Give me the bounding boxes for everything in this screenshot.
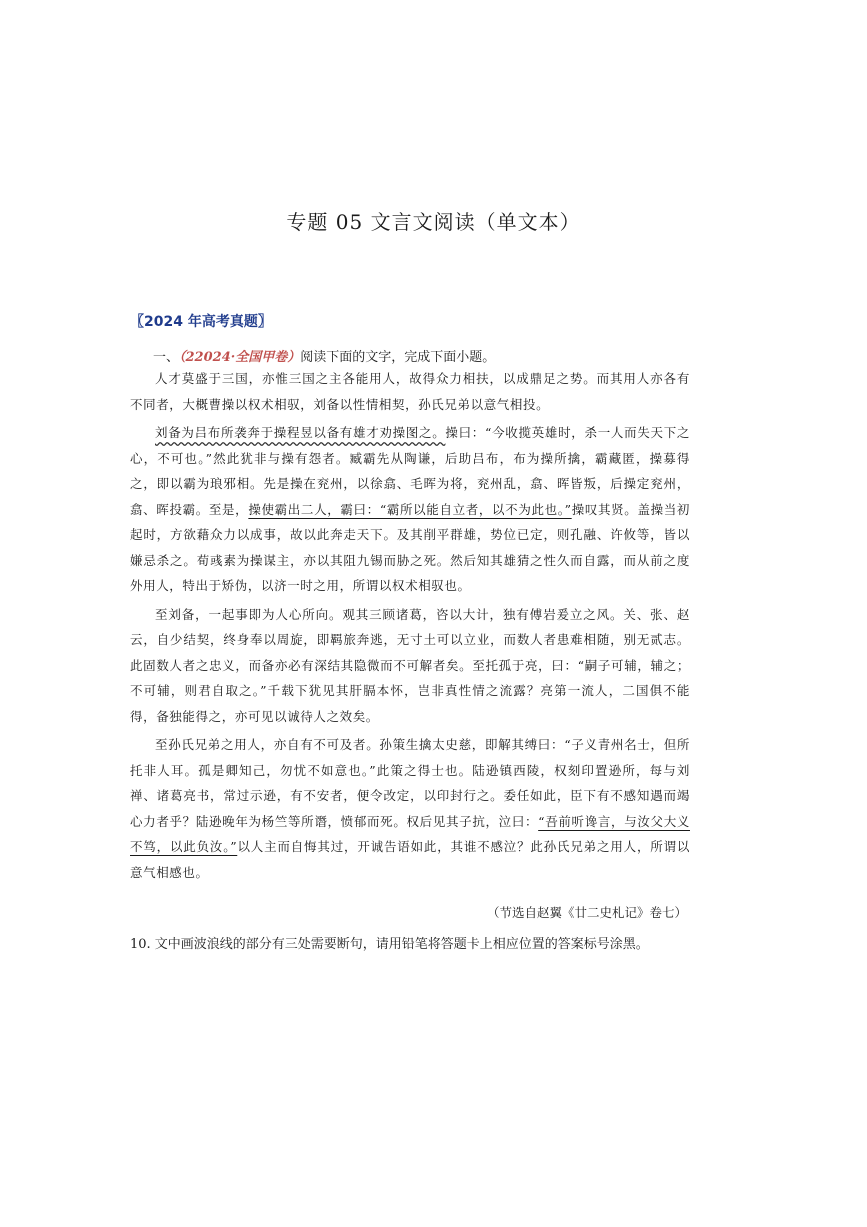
source-note: （节选自赵翼《廿二史札记》卷七） (486, 905, 687, 920)
section-heading: 〖2024 年高考真题〗 (130, 314, 272, 330)
intro-text: 阅读下面的文字，完成下面小题。 (300, 350, 496, 365)
paragraph-2-text-a: 操曰：“今收揽英雄时，杀一人而失天下之心，不可也。”然此犹非与操有怨者。臧霸先从陶谦，后助吕布，布为操所擒，霸藏匿，操募得之，即以霸为琅邪相。先是操在兖州，以徐翕、毛晖为将，兖州乱，翕、晖皆叛，后操定兖州，翕、晖投霸。至是， (130, 425, 690, 517)
paragraph-4-text-b: 以人主而自悔其过，开诚告语如此，其谁不感泣？此孙氏兄弟之用人，所谓以意气相感也。 (130, 839, 690, 880)
exam-source: （22024·全国甲卷） (179, 350, 301, 365)
page-title: 专题 05 文言文阅读（单文本） (286, 210, 581, 234)
paragraph-4-text-a: 至孙氏兄弟之用人，亦自有不可及者。孙策生擒太史慈，即解其缚曰：“子义青州名士，但所托非人耳。孤是卿知己，勿忧不如意也。”此策之得士也。陆逊镇西陵，权刻印置逊所，每与刘禅、诸葛亮书，常过示逊，有不安者，便令改定，以印封行之。委任如此，臣下有不感知遇而竭心力者乎？陆逊晚年为杨竺等所谮，愤郁而死。权后见其子抗，泣曰： (130, 737, 690, 829)
underlined-sentence-2: “吾前听谗言，与汝父大义不笃，以此负汝。” (130, 813, 690, 854)
paragraph-4 (130, 732, 690, 885)
paragraph-1: 人才莫盛于三国，亦惟三国之主各能用人，故得众力相扶，以成鼎足之势。而其用人亦各有不同者，大概曹操以权术相驭，刘备以性情相契，孙氏兄弟以意气相投。 (130, 371, 690, 412)
underlined-sentence-1: 操使霸出二人，霸曰：“霸所以能自立者，以不为此也。” (248, 501, 572, 517)
wavy-underlined-text: 刘备为吕布所袭奔于操程昱以备有雄才劝操图之。 (155, 425, 446, 440)
paragraph-2-text-b: 操叹其贤。盖操当初起时，方欲藉众力以成事，故以此奔走天下。及其削平群雄，势位已定，则孔融、许攸等，皆以嫌忌杀之。荀彧素为操谋主，亦以其阻九锡而胁之死。然后知其雄猜之性久而自露，而从前之度外用人，特出于矫伪，以济一时之用，所谓以权术相驭也。 (130, 501, 691, 593)
paragraph-2 (130, 420, 690, 599)
passage (130, 366, 690, 888)
question-intro (153, 346, 495, 365)
question-10: 10. 文中画波浪线的部分有三处需要断句，请用铅笔将答题卡上相应位置的答案标号涂黑。 (130, 937, 649, 952)
intro-prefix: 一、 (153, 350, 180, 365)
paragraph-3: 至刘备，一起事即为人心所向。观其三顾诸葛，咨以大计，独有傅岩爰立之风。关、张、赵云，自少结契，终身奉以周旋，即羁旅奔逃，无寸土可以立业，而数人者患难相随，别无贰志。此固数人者之忠义，而备亦必有深结其隐微而不可解者矣。至托孤于亮，曰：“嗣子可辅，辅之；不可辅，则君自取之。”千载下犹见其肝膈本怀，岂非真性情之流露？亮第一流人，二国俱不能得，备独能得之，亦可见以诚待人之效矣。 (130, 606, 690, 724)
